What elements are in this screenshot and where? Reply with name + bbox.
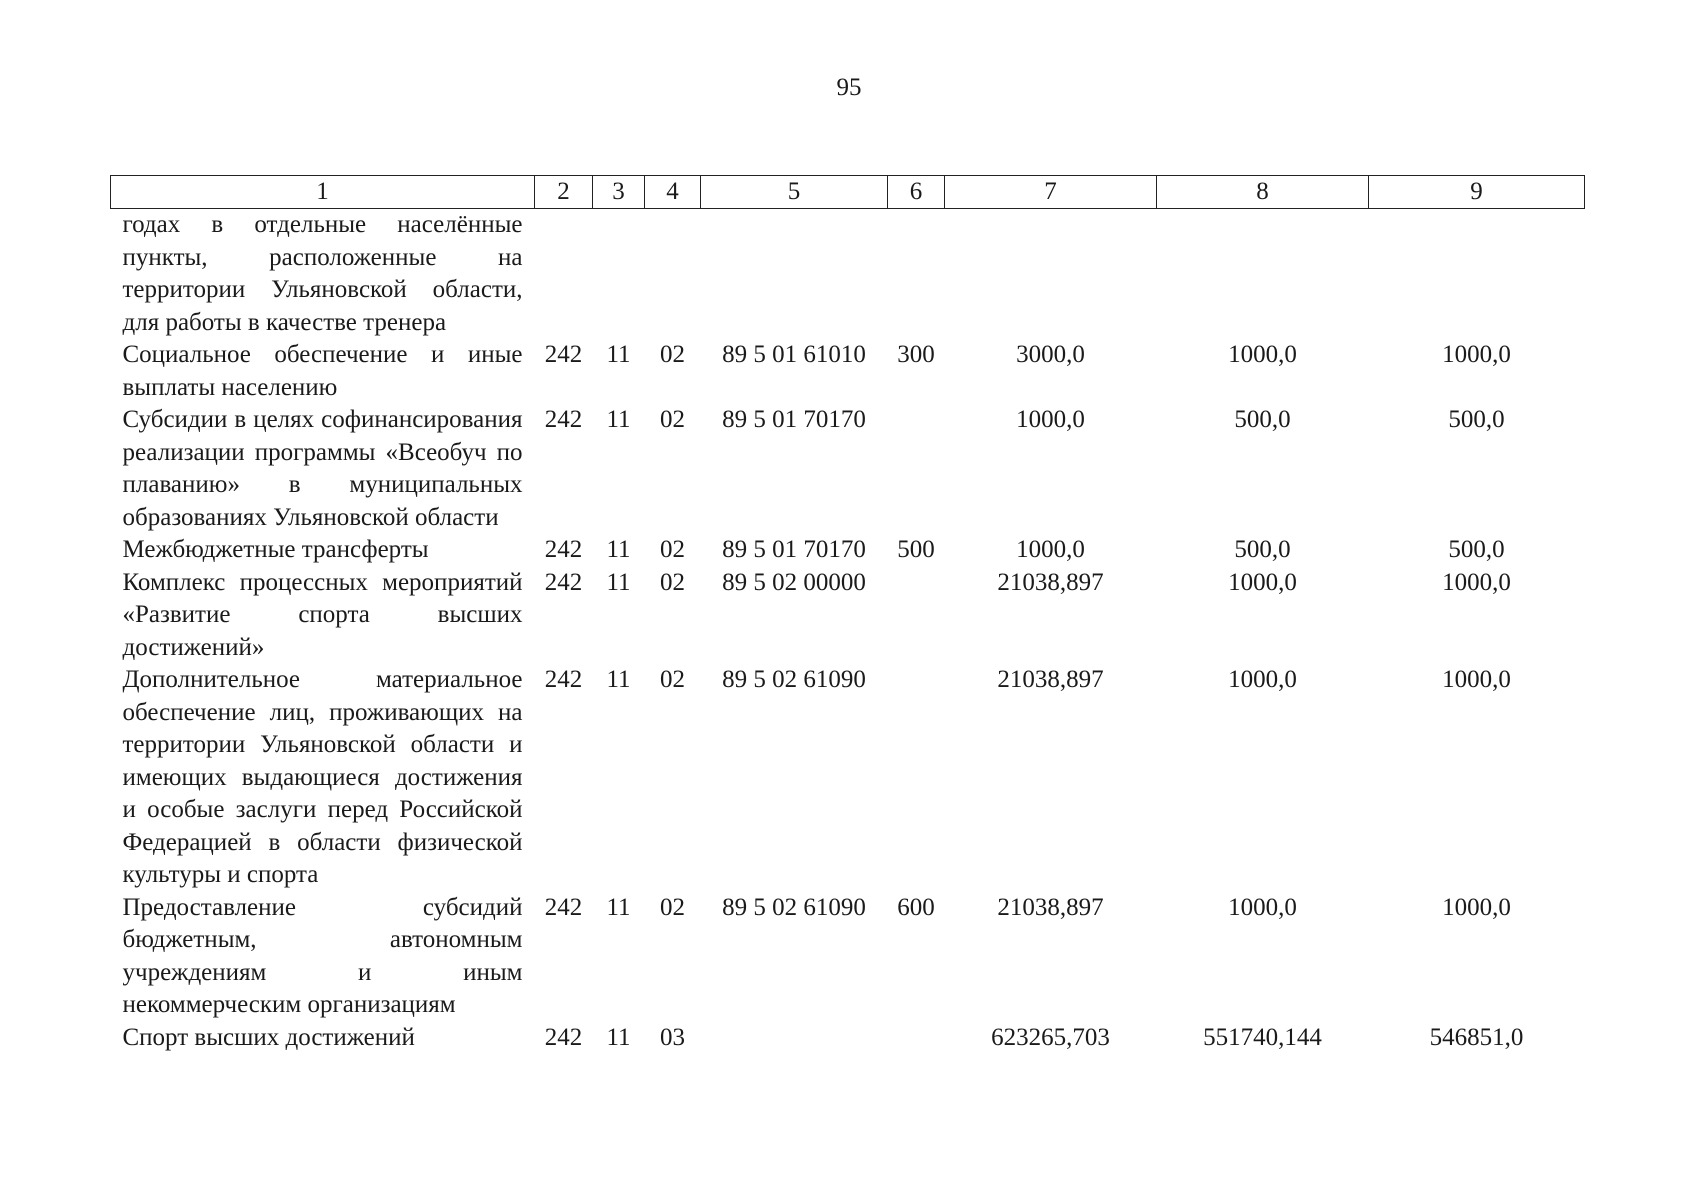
row-expense-type: 300 bbox=[897, 341, 935, 368]
row-target-article: 89 5 01 70170 bbox=[722, 406, 866, 433]
row-amount-year-1: 1000,0 bbox=[1016, 406, 1085, 433]
row-grbs: 242 bbox=[544, 536, 583, 563]
row-amount-year-1: 1000,0 bbox=[1016, 536, 1085, 563]
header-cell-5: 5 bbox=[701, 176, 888, 209]
row-grbs: 242 bbox=[544, 406, 583, 433]
row-name: Межбюджетные трансферты bbox=[122, 536, 429, 563]
row-amount-year-2: 551740,144 bbox=[1203, 1023, 1322, 1051]
row-amount-year-3: 1000,0 bbox=[1442, 568, 1511, 596]
header-cell-3: 3 bbox=[593, 176, 645, 209]
row-amount-year-2: 500,0 bbox=[1234, 536, 1291, 563]
table-row bbox=[111, 892, 1585, 1022]
row-amount-year-2: 1000,0 bbox=[1228, 341, 1297, 368]
row-amount-year-2: 1000,0 bbox=[1228, 568, 1297, 596]
row-subsection: 02 bbox=[660, 341, 685, 368]
row-subsection: 02 bbox=[660, 666, 685, 693]
row-amount-year-3: 500,0 bbox=[1448, 536, 1505, 563]
row-expense-type bbox=[888, 1022, 945, 1055]
row-target-article: 89 5 02 61090 bbox=[722, 893, 866, 921]
row-name: Комплекс процессных мероприятий «Развитие спорта высших достижений» bbox=[122, 568, 523, 661]
row-section: 11 bbox=[606, 406, 631, 433]
table-row bbox=[111, 339, 1585, 404]
row-grbs: 242 bbox=[544, 568, 583, 596]
row-name: Субсидии в целях софинансирования реализации программы «Всеобуч по плаванию» в муниципальных образованиях Ульяновской области bbox=[122, 406, 523, 531]
row-subsection: 02 bbox=[660, 536, 685, 563]
row-target-article bbox=[701, 209, 888, 340]
row-expense-type bbox=[888, 209, 945, 340]
row-expense-type bbox=[888, 567, 945, 665]
row-subsection: 02 bbox=[660, 406, 685, 433]
row-expense-type: 500 bbox=[897, 536, 935, 563]
row-expense-type: 600 bbox=[897, 893, 935, 921]
row-amount-year-1: 21038,897 bbox=[997, 666, 1104, 693]
row-section: 11 bbox=[606, 568, 631, 596]
row-grbs bbox=[535, 209, 593, 340]
header-cell-4: 4 bbox=[645, 176, 701, 209]
row-amount-year-2: 500,0 bbox=[1234, 406, 1291, 433]
header-cell-7: 7 bbox=[945, 176, 1157, 209]
row-expense-type bbox=[888, 404, 945, 534]
row-target-article: 89 5 02 61090 bbox=[722, 666, 866, 693]
row-target-article bbox=[701, 1022, 888, 1055]
header-cell-6: 6 bbox=[888, 176, 945, 209]
row-grbs: 242 bbox=[544, 341, 583, 368]
table-row bbox=[111, 404, 1585, 534]
page-number: 95 bbox=[836, 74, 862, 101]
row-amount-year-1: 623265,703 bbox=[991, 1023, 1110, 1051]
row-name: Предоставление субсидий бюджетным, автономным учреждениям и иным некоммерческим организациям bbox=[122, 893, 523, 1018]
row-subsection: 02 bbox=[660, 568, 685, 596]
table-row bbox=[111, 1022, 1585, 1055]
row-amount-year-3: 1000,0 bbox=[1442, 341, 1511, 368]
row-subsection bbox=[645, 209, 701, 340]
row-name: Дополнительное материальное обеспечение лиц, проживающих на территории Ульяновской области и имеющих выдающиеся достижения и особые заслуги перед Российской Федерацией в области физической культуры и спорта bbox=[122, 666, 523, 888]
header-cell-9: 9 bbox=[1369, 176, 1585, 209]
row-section: 11 bbox=[606, 893, 631, 921]
row-name: Социальное обеспечение и иные выплаты населению bbox=[122, 341, 523, 401]
row-section: 11 bbox=[606, 536, 631, 563]
row-grbs: 242 bbox=[544, 1023, 583, 1051]
row-amount-year-2: 1000,0 bbox=[1228, 666, 1297, 693]
row-amount-year-3: 546851,0 bbox=[1429, 1023, 1524, 1051]
row-amount-year-2: 1000,0 bbox=[1228, 893, 1297, 921]
row-subsection: 02 bbox=[660, 893, 685, 921]
row-amount-year-3: 1000,0 bbox=[1442, 893, 1511, 921]
table-row bbox=[111, 664, 1585, 892]
row-grbs: 242 bbox=[544, 893, 583, 921]
row-grbs: 242 bbox=[544, 666, 583, 693]
row-amount-year-1: 3000,0 bbox=[1016, 341, 1085, 368]
row-amount-year-2 bbox=[1157, 209, 1369, 340]
row-section: 11 bbox=[606, 341, 631, 368]
row-section bbox=[593, 209, 645, 340]
budget-table bbox=[110, 175, 1585, 1054]
row-target-article: 89 5 02 00000 bbox=[722, 568, 866, 596]
row-name: годах в отдельные населённые пункты, расположенные на территории Ульяновской области, для работы в качестве тренера bbox=[122, 211, 523, 336]
table-row bbox=[111, 534, 1585, 567]
row-amount-year-3 bbox=[1369, 209, 1585, 340]
row-amount-year-3: 500,0 bbox=[1448, 406, 1505, 433]
row-amount-year-1: 21038,897 bbox=[997, 893, 1104, 921]
row-target-article: 89 5 01 70170 bbox=[722, 536, 866, 563]
table-row bbox=[111, 209, 1585, 340]
row-expense-type bbox=[888, 664, 945, 892]
table-header-row bbox=[111, 176, 1585, 209]
row-section: 11 bbox=[606, 1023, 631, 1051]
row-subsection: 03 bbox=[660, 1023, 685, 1051]
header-cell-2: 2 bbox=[535, 176, 593, 209]
row-section: 11 bbox=[606, 666, 631, 693]
header-cell-8: 8 bbox=[1157, 176, 1369, 209]
table-row bbox=[111, 567, 1585, 665]
row-amount-year-1 bbox=[945, 209, 1157, 340]
row-amount-year-3: 1000,0 bbox=[1442, 666, 1511, 693]
row-amount-year-1: 21038,897 bbox=[997, 568, 1104, 596]
row-target-article: 89 5 01 61010 bbox=[722, 341, 866, 368]
row-name: Спорт высших достижений bbox=[122, 1023, 415, 1051]
header-cell-1: 1 bbox=[111, 176, 535, 209]
